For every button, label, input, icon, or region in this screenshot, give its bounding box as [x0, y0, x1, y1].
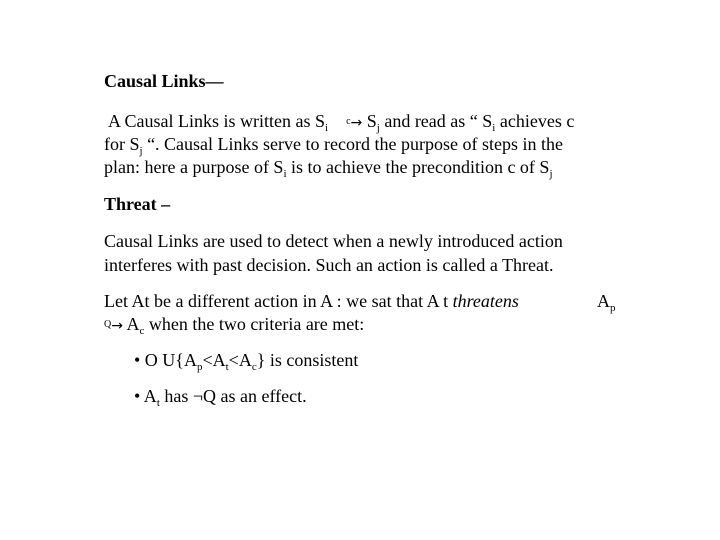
causal-links-line-2: for $S_j$ “. Causal Links serve to record the purpose of steps in the	[104, 134, 563, 157]
heading-threat: Threat –	[104, 194, 171, 214]
bullet-2: • $A_t$ has ¬Q as an effect.	[134, 386, 307, 409]
bullet-1: • O $U\{A_p<A_t<A_c\}$ is consistent	[134, 350, 359, 373]
arrow-icon: →	[350, 115, 363, 131]
heading-causal-links: Causal Links—	[104, 71, 224, 91]
let-line-1: Let At be a different action in A : we sat that A t threatens	[104, 291, 519, 311]
let-line-2: $Q\to A_c$ when the two criteria are met:	[104, 314, 365, 337]
let-line-1-ap: $A_p$	[597, 291, 616, 314]
threat-line-2: interferes with past decision. Such an action is called a Threat.	[104, 255, 554, 275]
causal-links-line-1: A Causal Links is written as $S_ic\to S_j$ and read as “ $S_i$ achieves c	[108, 111, 575, 134]
arrow-icon: →	[111, 318, 123, 334]
threat-line-1: Causal Links are used to detect when a newly introduced action	[104, 231, 563, 251]
causal-links-line-3: plan: here a purpose of $S_i$ is to achieve the precondition c of $S_j$	[104, 157, 553, 180]
